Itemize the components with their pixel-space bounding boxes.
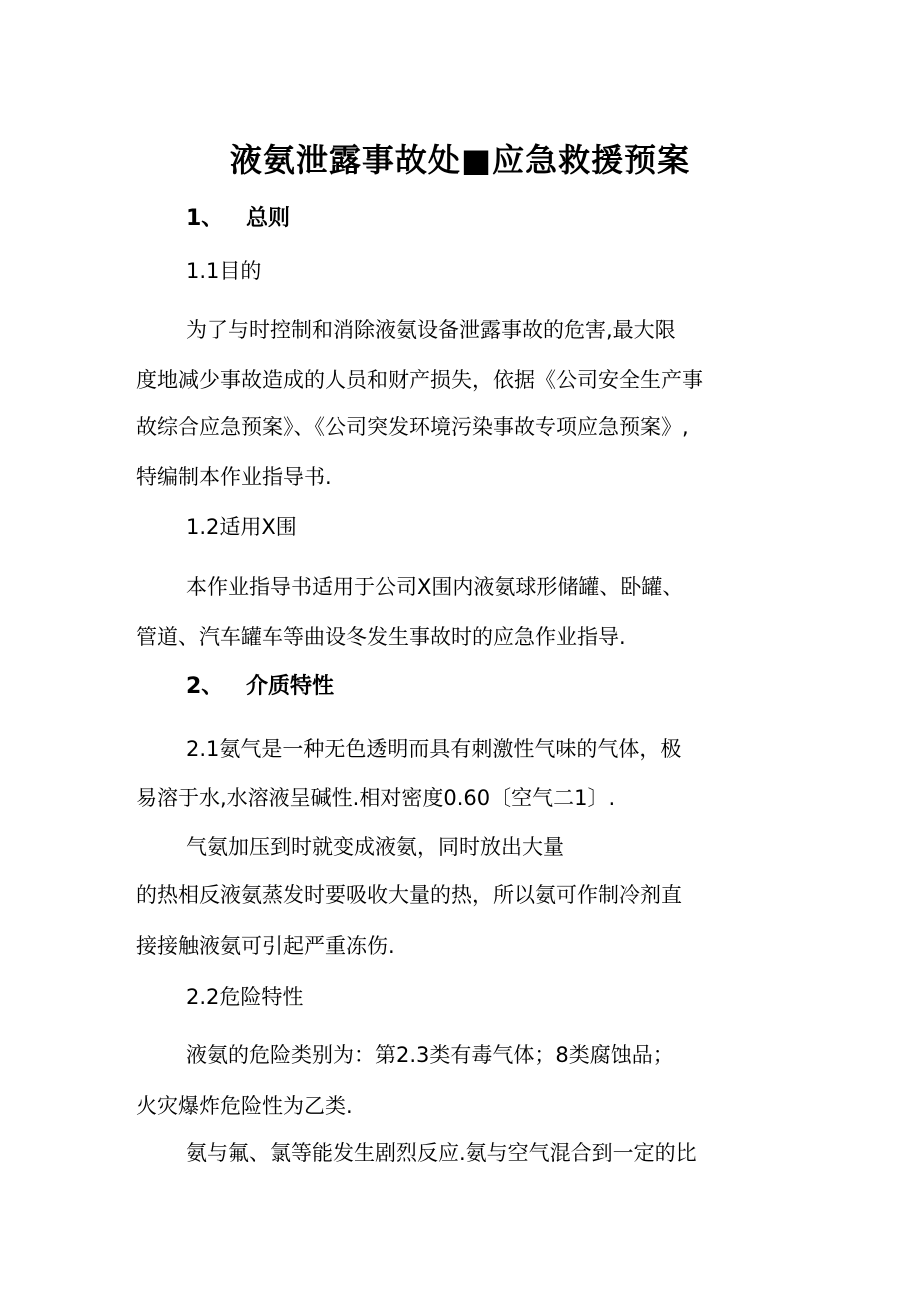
subsection-heading-2-2: 2.2危险特性: [186, 985, 304, 1009]
paragraph-line: 气氨加压到时就变成液氨，同时放出大量: [186, 835, 564, 859]
section-label: 介质特性: [246, 674, 335, 699]
subsection-heading-1-1: 1.1目的: [186, 259, 262, 283]
paragraph-line: 火灾爆炸危险性为乙类.: [136, 1094, 353, 1118]
paragraph-line: 管道、汽车罐车等曲设冬发生事故时的应急作业指导.: [136, 625, 626, 649]
paragraph-line: 液氨的危险类别为：第2.3类有毒气体；8类腐蚀品；: [186, 1043, 674, 1067]
paragraph-line: 接接触液氨可引起严重冻伤.: [136, 934, 395, 958]
paragraph-line: 氨与氟、氯等能发生剧烈反应.氨与空气混合到一定的比: [186, 1141, 697, 1165]
paragraph-line: 的热相反液氨蒸发时要吸收大量的热，所以氨可作制冷剂直: [136, 883, 682, 907]
section-heading-2: [186, 672, 334, 702]
subsection-heading-1-2: 1.2适用X围: [186, 515, 297, 539]
section-heading-1: [186, 204, 290, 234]
section-label: 总则: [246, 206, 291, 231]
paragraph-line: 特编制本作业指导书.: [136, 465, 332, 489]
document-title: 液氨泄露事故处■应急救援预案: [229, 141, 691, 179]
section-number: 2、: [186, 674, 224, 699]
paragraph-line: 度地减少事故造成的人员和财产损失，依据《公司安全生产事: [136, 368, 703, 392]
paragraph-line: 2.1氨气是一种无色透明而具有刺激性气味的气体，极: [186, 737, 682, 761]
paragraph-line: 为了与时控制和消除液氨设备泄露事故的危害,最大限: [186, 318, 676, 342]
paragraph-line: 本作业指导书适用于公司X围内液氨球形储罐、卧罐、: [186, 575, 684, 599]
paragraph-line: 易溶于水,水溶液呈碱性.相对密度0.60〔空气二1〕.: [136, 786, 616, 810]
paragraph-line: 故综合应急预案》、《公司突发环境污染事故专项应急预案》,: [136, 415, 689, 439]
section-number: 1、: [186, 206, 224, 231]
